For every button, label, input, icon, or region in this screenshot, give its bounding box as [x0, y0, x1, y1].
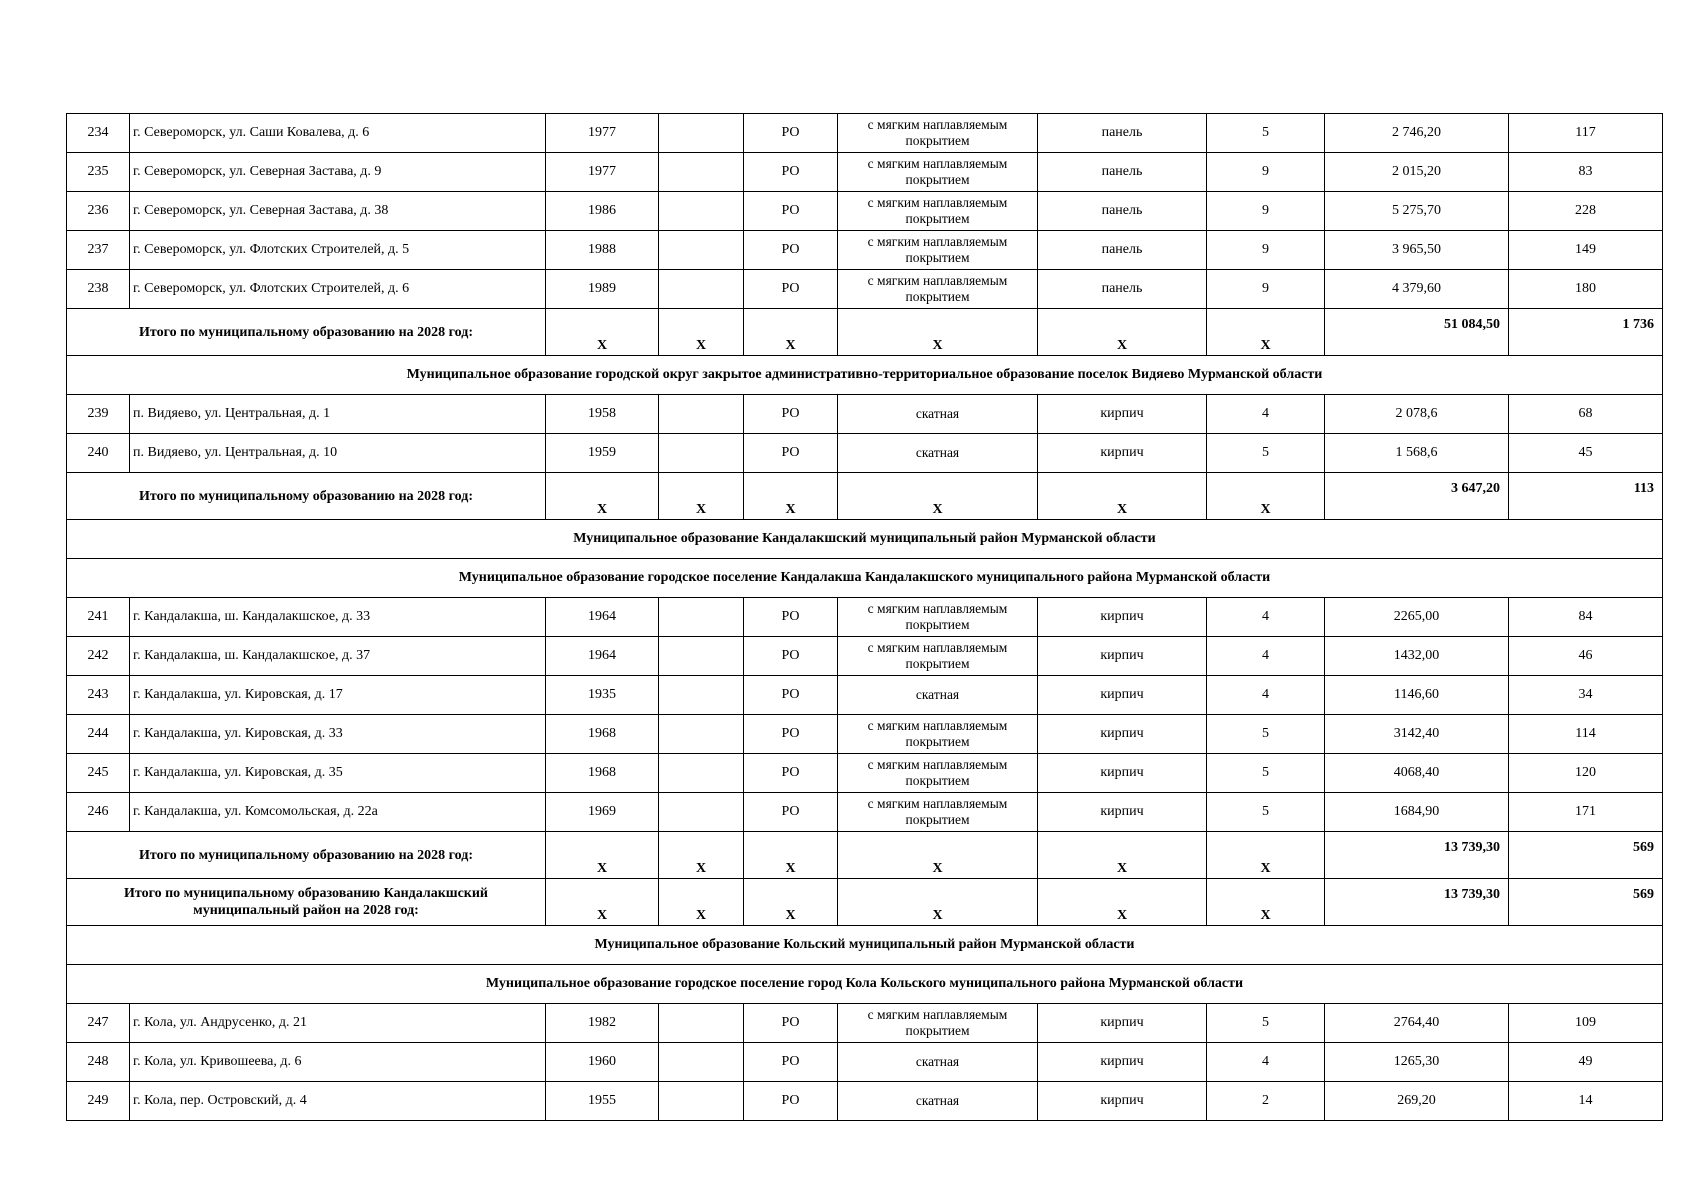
- roof-type-line-1: с мягким наплавляемым: [867, 601, 1008, 616]
- residents-cell: 117: [1509, 114, 1663, 153]
- table-row: [67, 793, 1663, 832]
- area-cell: 1146,60: [1325, 676, 1509, 715]
- roof-type-line-2: покрытием: [905, 133, 970, 148]
- row-number: 236: [67, 192, 130, 231]
- total-x-mark: Х: [1038, 832, 1207, 879]
- residents-cell: 149: [1509, 231, 1663, 270]
- year-cell: 1977: [546, 114, 659, 153]
- section-header-row: [67, 559, 1663, 598]
- row-number: 239: [67, 395, 130, 434]
- total-x-mark: Х: [659, 879, 744, 926]
- roof-type-line-1: скатная: [915, 406, 960, 421]
- floors-cell: 4: [1207, 676, 1325, 715]
- method-cell: РО: [744, 715, 838, 754]
- wall-material-cell: кирпич: [1038, 598, 1207, 637]
- roof-type-line-2: покрытием: [905, 1023, 970, 1038]
- roof-type-cell: [838, 1082, 1038, 1121]
- wall-material-cell: кирпич: [1038, 1043, 1207, 1082]
- floors-cell: 5: [1207, 754, 1325, 793]
- method-cell: РО: [744, 270, 838, 309]
- wall-material-cell: панель: [1038, 153, 1207, 192]
- roof-type-line-1: с мягким наплавляемым: [867, 757, 1008, 772]
- residents-cell: 34: [1509, 676, 1663, 715]
- wall-material-cell: панель: [1038, 270, 1207, 309]
- roof-type-line-1: скатная: [915, 1054, 960, 1069]
- roof-type-line-2: покрытием: [905, 617, 970, 632]
- method-cell: РО: [744, 153, 838, 192]
- wall-material-cell: кирпич: [1038, 676, 1207, 715]
- method-cell: РО: [744, 192, 838, 231]
- area-cell: 3142,40: [1325, 715, 1509, 754]
- year-cell: 1977: [546, 153, 659, 192]
- total-x-mark: Х: [1038, 473, 1207, 520]
- method-cell: РО: [744, 637, 838, 676]
- floors-cell: 9: [1207, 153, 1325, 192]
- section-title: Муниципальное образование городское поселение Кандалакша Кандалакшского муниципального района Мурманской области: [67, 559, 1663, 598]
- floors-cell: 5: [1207, 715, 1325, 754]
- total-row: [67, 309, 1663, 356]
- total-x-mark: Х: [546, 832, 659, 879]
- method-cell: РО: [744, 676, 838, 715]
- section-title: Муниципальное образование городское поселение город Кола Кольского муниципального района Мурманской области: [67, 965, 1663, 1004]
- table-row: [67, 676, 1663, 715]
- row-number: 248: [67, 1043, 130, 1082]
- method-cell: РО: [744, 1004, 838, 1043]
- area-cell: 2 015,20: [1325, 153, 1509, 192]
- area-cell: 4068,40: [1325, 754, 1509, 793]
- year-cell: 1969: [546, 793, 659, 832]
- total-x-mark: Х: [659, 309, 744, 356]
- total-row: [67, 832, 1663, 879]
- wall-material-cell: панель: [1038, 192, 1207, 231]
- total-x-mark: Х: [1207, 879, 1325, 926]
- roof-type-line-2: покрытием: [905, 656, 970, 671]
- row-number: 234: [67, 114, 130, 153]
- year-cell: 1982: [546, 1004, 659, 1043]
- wall-material-cell: кирпич: [1038, 793, 1207, 832]
- total-label: Итого по муниципальному образованию Кандалакшский муниципальный район на 2028 год:: [67, 879, 546, 926]
- method-cell: РО: [744, 1043, 838, 1082]
- section-header-row: [67, 520, 1663, 559]
- total-x-mark: Х: [659, 832, 744, 879]
- address-cell: г. Кола, пер. Островский, д. 4: [130, 1082, 546, 1121]
- row-number: 240: [67, 434, 130, 473]
- area-cell: 3 965,50: [1325, 231, 1509, 270]
- floors-cell: 9: [1207, 231, 1325, 270]
- floors-cell: 4: [1207, 598, 1325, 637]
- row-number: 235: [67, 153, 130, 192]
- address-cell: г. Кандалакша, ш. Кандалакшское, д. 37: [130, 637, 546, 676]
- table-row: [67, 153, 1663, 192]
- address-cell: г. Североморск, ул. Северная Застава, д. 38: [130, 192, 546, 231]
- address-cell: п. Видяево, ул. Центральная, д. 1: [130, 395, 546, 434]
- method-cell: РО: [744, 395, 838, 434]
- total-x-mark: Х: [1207, 309, 1325, 356]
- floors-cell: 5: [1207, 434, 1325, 473]
- total-x-mark: Х: [744, 473, 838, 520]
- roof-type-cell: [838, 754, 1038, 793]
- empty-cell: [659, 637, 744, 676]
- roof-type-line-1: с мягким наплавляемым: [867, 234, 1008, 249]
- method-cell: РО: [744, 598, 838, 637]
- year-cell: 1989: [546, 270, 659, 309]
- roof-type-cell: [838, 598, 1038, 637]
- roof-type-cell: [838, 395, 1038, 434]
- wall-material-cell: кирпич: [1038, 1004, 1207, 1043]
- section-header-row: [67, 926, 1663, 965]
- residents-cell: 171: [1509, 793, 1663, 832]
- table-row: [67, 192, 1663, 231]
- roof-type-line-2: покрытием: [905, 211, 970, 226]
- address-cell: г. Кандалакша, ш. Кандалакшское, д. 33: [130, 598, 546, 637]
- residents-cell: 68: [1509, 395, 1663, 434]
- roof-type-line-2: покрытием: [905, 734, 970, 749]
- empty-cell: [659, 434, 744, 473]
- roof-type-line-1: с мягким наплавляемым: [867, 1007, 1008, 1022]
- residents-cell: 120: [1509, 754, 1663, 793]
- area-cell: 5 275,70: [1325, 192, 1509, 231]
- roof-type-cell: [838, 1004, 1038, 1043]
- table-row: [67, 598, 1663, 637]
- roof-type-line-2: покрытием: [905, 289, 970, 304]
- housing-table: [66, 113, 1663, 1121]
- residents-cell: 49: [1509, 1043, 1663, 1082]
- residents-cell: 45: [1509, 434, 1663, 473]
- year-cell: 1959: [546, 434, 659, 473]
- year-cell: 1964: [546, 598, 659, 637]
- method-cell: РО: [744, 231, 838, 270]
- address-cell: г. Кола, ул. Кривошеева, д. 6: [130, 1043, 546, 1082]
- floors-cell: 9: [1207, 192, 1325, 231]
- table-row: [67, 1004, 1663, 1043]
- area-cell: 2265,00: [1325, 598, 1509, 637]
- floors-cell: 4: [1207, 1043, 1325, 1082]
- floors-cell: 5: [1207, 114, 1325, 153]
- table-row: [67, 1082, 1663, 1121]
- method-cell: РО: [744, 793, 838, 832]
- wall-material-cell: кирпич: [1038, 637, 1207, 676]
- roof-type-cell: [838, 192, 1038, 231]
- year-cell: 1955: [546, 1082, 659, 1121]
- total-area: 13 739,30: [1325, 832, 1509, 879]
- roof-type-cell: [838, 231, 1038, 270]
- address-cell: г. Кандалакша, ул. Кировская, д. 33: [130, 715, 546, 754]
- area-cell: 4 379,60: [1325, 270, 1509, 309]
- row-number: 244: [67, 715, 130, 754]
- residents-cell: 46: [1509, 637, 1663, 676]
- area-cell: 1684,90: [1325, 793, 1509, 832]
- table-row: [67, 715, 1663, 754]
- section-title: Муниципальное образование Кандалакшский муниципальный район Мурманской области: [67, 520, 1663, 559]
- roof-type-line-2: покрытием: [905, 773, 970, 788]
- total-x-mark: Х: [838, 879, 1038, 926]
- table-row: [67, 270, 1663, 309]
- empty-cell: [659, 395, 744, 434]
- floors-cell: 5: [1207, 793, 1325, 832]
- wall-material-cell: кирпич: [1038, 395, 1207, 434]
- total-x-mark: Х: [744, 309, 838, 356]
- table-row: [67, 114, 1663, 153]
- year-cell: 1964: [546, 637, 659, 676]
- wall-material-cell: кирпич: [1038, 1082, 1207, 1121]
- roof-type-line-1: с мягким наплавляемым: [867, 273, 1008, 288]
- empty-cell: [659, 793, 744, 832]
- method-cell: РО: [744, 1082, 838, 1121]
- roof-type-line-1: скатная: [915, 445, 960, 460]
- row-number: 238: [67, 270, 130, 309]
- empty-cell: [659, 754, 744, 793]
- roof-type-line-2: покрытием: [905, 812, 970, 827]
- total-residents: 569: [1509, 879, 1663, 926]
- area-cell: 1432,00: [1325, 637, 1509, 676]
- row-number: 246: [67, 793, 130, 832]
- wall-material-cell: панель: [1038, 114, 1207, 153]
- address-cell: г. Кандалакша, ул. Кировская, д. 17: [130, 676, 546, 715]
- total-x-mark: Х: [1207, 473, 1325, 520]
- residents-cell: 14: [1509, 1082, 1663, 1121]
- row-number: 243: [67, 676, 130, 715]
- floors-cell: 5: [1207, 1004, 1325, 1043]
- roof-type-cell: [838, 270, 1038, 309]
- roof-type-cell: [838, 1043, 1038, 1082]
- empty-cell: [659, 231, 744, 270]
- roof-type-line-2: покрытием: [905, 250, 970, 265]
- roof-type-cell: [838, 676, 1038, 715]
- roof-type-cell: [838, 715, 1038, 754]
- empty-cell: [659, 1082, 744, 1121]
- empty-cell: [659, 598, 744, 637]
- address-cell: п. Видяево, ул. Центральная, д. 10: [130, 434, 546, 473]
- roof-type-cell: [838, 793, 1038, 832]
- row-number: 237: [67, 231, 130, 270]
- total-x-mark: Х: [1038, 309, 1207, 356]
- section-header-row: [67, 965, 1663, 1004]
- roof-type-line-1: скатная: [915, 1093, 960, 1108]
- row-number: 249: [67, 1082, 130, 1121]
- address-cell: г. Североморск, ул. Флотских Строителей, д. 6: [130, 270, 546, 309]
- year-cell: 1958: [546, 395, 659, 434]
- table-row: [67, 395, 1663, 434]
- area-cell: 1 568,6: [1325, 434, 1509, 473]
- empty-cell: [659, 676, 744, 715]
- roof-type-line-1: с мягким наплавляемым: [867, 718, 1008, 733]
- total-residents: 569: [1509, 832, 1663, 879]
- total-x-mark: Х: [838, 832, 1038, 879]
- total-x-mark: Х: [744, 879, 838, 926]
- table-body: [67, 114, 1663, 1121]
- wall-material-cell: кирпич: [1038, 754, 1207, 793]
- table-row: [67, 231, 1663, 270]
- table-row: [67, 434, 1663, 473]
- area-cell: 2 746,20: [1325, 114, 1509, 153]
- roof-type-cell: [838, 153, 1038, 192]
- total-residents: 113: [1509, 473, 1663, 520]
- residents-cell: 84: [1509, 598, 1663, 637]
- total-x-mark: Х: [546, 309, 659, 356]
- residents-cell: 109: [1509, 1004, 1663, 1043]
- year-cell: 1935: [546, 676, 659, 715]
- year-cell: 1986: [546, 192, 659, 231]
- floors-cell: 4: [1207, 637, 1325, 676]
- total-residents: 1 736: [1509, 309, 1663, 356]
- area-cell: 2764,40: [1325, 1004, 1509, 1043]
- total-label: Итого по муниципальному образованию на 2028 год:: [67, 473, 546, 520]
- empty-cell: [659, 1004, 744, 1043]
- roof-type-line-1: с мягким наплавляемым: [867, 117, 1008, 132]
- roof-type-cell: [838, 637, 1038, 676]
- residents-cell: 228: [1509, 192, 1663, 231]
- row-number: 242: [67, 637, 130, 676]
- roof-type-line-1: с мягким наплавляемым: [867, 195, 1008, 210]
- residents-cell: 180: [1509, 270, 1663, 309]
- roof-type-line-1: с мягким наплавляемым: [867, 640, 1008, 655]
- total-x-mark: Х: [546, 473, 659, 520]
- total-area: 13 739,30: [1325, 879, 1509, 926]
- address-cell: г. Североморск, ул. Северная Застава, д. 9: [130, 153, 546, 192]
- year-cell: 1968: [546, 754, 659, 793]
- row-number: 247: [67, 1004, 130, 1043]
- total-label: Итого по муниципальному образованию на 2028 год:: [67, 309, 546, 356]
- total-x-mark: Х: [546, 879, 659, 926]
- total-x-mark: Х: [744, 832, 838, 879]
- floors-cell: 2: [1207, 1082, 1325, 1121]
- document-sheet: [66, 113, 1662, 1121]
- year-cell: 1960: [546, 1043, 659, 1082]
- area-cell: 1265,30: [1325, 1043, 1509, 1082]
- method-cell: РО: [744, 434, 838, 473]
- roof-type-cell: [838, 114, 1038, 153]
- roof-type-line-2: покрытием: [905, 172, 970, 187]
- year-cell: 1988: [546, 231, 659, 270]
- area-cell: 2 078,6: [1325, 395, 1509, 434]
- row-number: 241: [67, 598, 130, 637]
- residents-cell: 83: [1509, 153, 1663, 192]
- empty-cell: [659, 114, 744, 153]
- wall-material-cell: кирпич: [1038, 434, 1207, 473]
- address-cell: г. Североморск, ул. Саши Ковалева, д. 6: [130, 114, 546, 153]
- method-cell: РО: [744, 114, 838, 153]
- section-title: Муниципальное образование городской округ закрытое административно-территориальное образование поселок Видяево Мурманской области: [67, 356, 1663, 395]
- total-row: [67, 473, 1663, 520]
- total-label: Итого по муниципальному образованию на 2028 год:: [67, 832, 546, 879]
- empty-cell: [659, 270, 744, 309]
- method-cell: РО: [744, 754, 838, 793]
- floors-cell: 9: [1207, 270, 1325, 309]
- total-x-mark: Х: [1207, 832, 1325, 879]
- roof-type-line-1: с мягким наплавляемым: [867, 156, 1008, 171]
- total-x-mark: Х: [1038, 879, 1207, 926]
- year-cell: 1968: [546, 715, 659, 754]
- wall-material-cell: кирпич: [1038, 715, 1207, 754]
- empty-cell: [659, 715, 744, 754]
- row-number: 245: [67, 754, 130, 793]
- total-x-mark: Х: [838, 473, 1038, 520]
- total-area: 3 647,20: [1325, 473, 1509, 520]
- address-cell: г. Североморск, ул. Флотских Строителей, д. 5: [130, 231, 546, 270]
- wall-material-cell: панель: [1038, 231, 1207, 270]
- address-cell: г. Кандалакша, ул. Комсомольская, д. 22а: [130, 793, 546, 832]
- total-x-mark: Х: [838, 309, 1038, 356]
- total-row: [67, 879, 1663, 926]
- table-row: [67, 637, 1663, 676]
- residents-cell: 114: [1509, 715, 1663, 754]
- area-cell: 269,20: [1325, 1082, 1509, 1121]
- table-row: [67, 1043, 1663, 1082]
- roof-type-cell: [838, 434, 1038, 473]
- section-header-row: [67, 356, 1663, 395]
- floors-cell: 4: [1207, 395, 1325, 434]
- address-cell: г. Кандалакша, ул. Кировская, д. 35: [130, 754, 546, 793]
- total-area: 51 084,50: [1325, 309, 1509, 356]
- section-title: Муниципальное образование Кольский муниципальный район Мурманской области: [67, 926, 1663, 965]
- empty-cell: [659, 1043, 744, 1082]
- empty-cell: [659, 153, 744, 192]
- address-cell: г. Кола, ул. Андрусенко, д. 21: [130, 1004, 546, 1043]
- roof-type-line-1: скатная: [915, 687, 960, 702]
- table-row: [67, 754, 1663, 793]
- roof-type-line-1: с мягким наплавляемым: [867, 796, 1008, 811]
- empty-cell: [659, 192, 744, 231]
- total-x-mark: Х: [659, 473, 744, 520]
